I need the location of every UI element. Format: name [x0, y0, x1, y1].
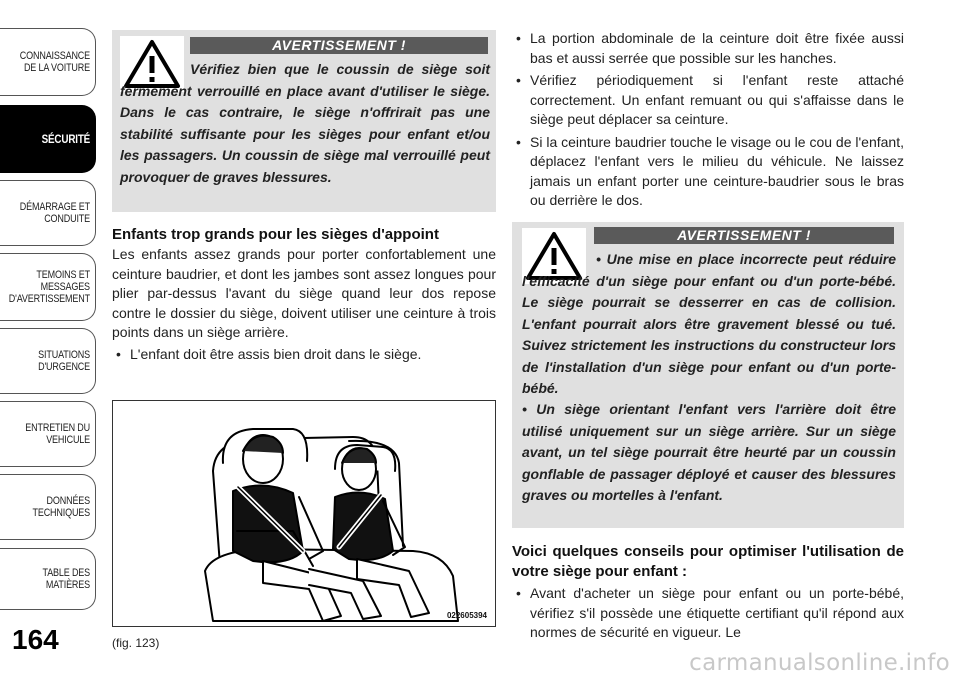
- section-tips: [512, 542, 904, 646]
- figure-caption: (fig. 123): [112, 636, 160, 650]
- tab-connaissance[interactable]: [0, 28, 96, 96]
- tab-label: SITUATIONS D'URGENCE: [38, 349, 90, 373]
- tab-label: DÉMARRAGE ET CONDUITE: [19, 201, 90, 225]
- page-number: 164: [12, 624, 59, 655]
- tab-label: TABLE DES MATIÈRES: [42, 567, 90, 591]
- list-item: • Avant d'acheter un siège pour enfant ou un porte-bébé, vérifiez s'il possède une étiquette certifiant qu'il répond aux normes de sécurité en vigueur. Le: [512, 584, 904, 643]
- tab-entretien[interactable]: [0, 401, 96, 467]
- figure-children-seatbelts: [112, 400, 496, 627]
- list-item: • Vérifiez périodiquement si l'enfant reste attaché correctement. Un enfant remuant ou qui s'affaisse dans le siège peut déplacer sa ceinture.: [512, 71, 904, 130]
- watermark: carmanualsonline.info: [689, 650, 950, 676]
- list-item: • Si la ceinture baudrier touche le visage ou le cou de l'enfant, déplacez l'enfant vers le milieu du véhicule. Ne laissez jamais un enfant porter une ceinture-baudrier sous le bras ou derrière le dos.: [512, 133, 904, 211]
- right-column-bullets: [512, 29, 904, 214]
- section-paragraph: Les enfants assez grands pour porter confortablement une ceinture baudrier, et dont les jambes sont assez longues pour plier par-dessus l'avant du siège quand leur dos repose contre le dossier du siège, doivent utiliser une ceinture à trois points dans un siège arrière.: [112, 246, 496, 340]
- warning-title-bar: AVERTISSEMENT !: [190, 37, 488, 54]
- tab-urgence[interactable]: [0, 328, 96, 394]
- warning-text-1: • Une mise en place incorrecte peut réduire l'efficacité d'un siège pour enfant ou d'un porte-bébé. Le siège pourrait se desserrer en cas de collision. L'enfant pourrait alors être gravement blessé ou tué. Suivez strictement les instructions du constructeur lors de l'installation d'un siège pour enfant ou d'un porte-bébé.: [522, 251, 896, 396]
- chapter-tabs: [0, 0, 98, 678]
- tab-label: CONNAISSANCE DE LA VOITURE: [19, 50, 90, 74]
- tab-label: ENTRETIEN DU VEHICULE: [25, 422, 90, 446]
- tab-demarrage[interactable]: [0, 180, 96, 246]
- children-in-seat-illustration: [113, 401, 494, 625]
- tab-table-matieres[interactable]: [0, 548, 96, 610]
- warning-title-bar: AVERTISSEMENT !: [594, 227, 894, 244]
- figure-code: 022605394: [446, 611, 487, 620]
- list-item: • L'enfant doit être assis bien droit dans le siège.: [112, 345, 496, 365]
- tab-label: SÉCURITÉ: [41, 132, 90, 146]
- section-heading: Voici quelques conseils pour optimiser l'utilisation de votre siège pour enfant :: [512, 543, 904, 580]
- tab-donnees[interactable]: [0, 474, 96, 540]
- tab-label: DONNÉES TECHNIQUES: [32, 495, 90, 519]
- section-child-too-big: [112, 225, 496, 367]
- warning-text-2: • Un siège orientant l'enfant vers l'arrière doit être utilisé uniquement sur un siège arrière. Sur un siège avant, un tel siège pourrait être heurté par un coussin gonflable de passager déployé et causer des blessures graves ou mortelles à l'enfant.: [522, 401, 896, 503]
- warning-box-2: [512, 222, 904, 528]
- list-item: • La portion abdominale de la ceinture doit être fixée aussi bas et aussi serrée que possible sur les hanches.: [512, 29, 904, 68]
- warning-text: Vérifiez bien que le coussin de siège soit fermement verrouillé en place avant d'utiliser le siège. Dans le cas contraire, le siège n'offrirait pas une stabilité suffisante pour les sièges pour enfant et/ou les passagers. Un coussin de siège mal verrouillé peut provoquer de graves blessures.: [120, 61, 490, 185]
- tab-label: TEMOINS ET MESSAGES D'AVERTISSEMENT: [8, 269, 91, 305]
- tab-temoins[interactable]: [0, 253, 96, 321]
- tab-securite[interactable]: [0, 105, 96, 173]
- warning-box-1: [112, 30, 496, 212]
- section-heading: Enfants trop grands pour les sièges d'appoint: [112, 226, 439, 243]
